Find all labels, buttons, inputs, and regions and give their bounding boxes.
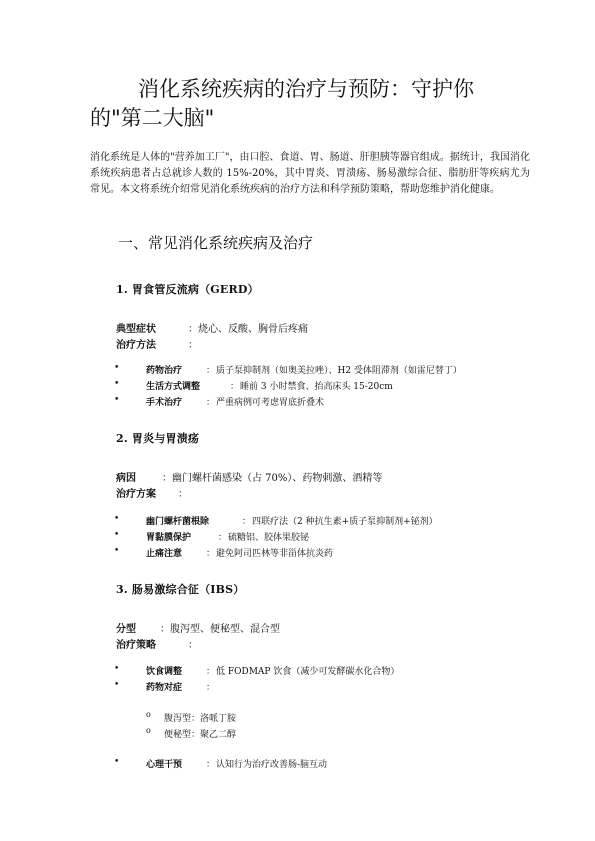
colon: ： [188, 640, 198, 651]
bullet-icon: • [114, 530, 120, 540]
strategy-label: 治疗策略 [116, 640, 156, 651]
symptom-label: 典型症状 [116, 324, 156, 335]
bullet-icon: • [114, 757, 120, 767]
colon: ： [218, 533, 228, 543]
colon: ： [160, 624, 170, 635]
gastritis-cause-row [116, 469, 382, 484]
sub-item-value: 便秘型：聚乙二醇 [164, 730, 237, 740]
colon: ： [206, 667, 216, 677]
item-value: 睡前 3 小时禁食、抬高床头 15-20cm [240, 382, 393, 392]
item-label: 幽门螺杆菌根除 [146, 517, 210, 527]
type-label: 分型 [116, 624, 136, 635]
ibs-strategy-row [116, 636, 198, 651]
item-label: 饮食调整 [146, 667, 183, 677]
colon: ： [206, 549, 216, 559]
item-label: 心理干预 [146, 760, 183, 770]
item-value: 硫糖铝、胶体果胶铋 [228, 533, 310, 543]
bullet-icon: • [114, 379, 120, 389]
treatment-label: 治疗方法 [116, 340, 156, 351]
symptom-value: 烧心、反酸、胸骨后疼痛 [198, 324, 308, 335]
subheading-gerd: 1. 胃食管反流病（GERD） [116, 283, 259, 296]
colon: ： [178, 489, 188, 500]
bullet-icon: • [114, 395, 120, 405]
colon: ： [242, 517, 252, 527]
bullet-icon: • [114, 680, 120, 690]
gerd-treatment-row [116, 336, 198, 351]
item-label: 药物对症 [146, 683, 183, 693]
subheading-ibs: 3. 肠易激综合征（IBS） [116, 583, 245, 596]
bullet-icon: • [114, 514, 120, 524]
plan-label: 治疗方案 [116, 489, 156, 500]
sub-item-value: 腹泻型：洛哌丁胺 [164, 714, 237, 724]
subheading-gastritis: 2. 胃炎与胃溃疡 [116, 432, 200, 445]
colon: ： [206, 398, 216, 408]
item-label: 止痛注意 [146, 549, 183, 559]
item-label: 胃黏膜保护 [146, 533, 192, 543]
page-title: 消化系统疾病的治疗与预防：守护你的"第二大脑" [90, 77, 474, 130]
bullet-icon: • [114, 546, 120, 556]
bullet-icon: • [114, 363, 120, 373]
item-value: 四联疗法（2 种抗生素+质子泵抑制剂+铋剂） [252, 517, 438, 527]
item-label: 生活方式调整 [146, 382, 201, 392]
item-label: 药物治疗 [146, 366, 183, 376]
item-value: 避免阿司匹林等非甾体抗炎药 [216, 549, 334, 559]
circle-bullet-icon: o [146, 726, 151, 735]
intro-paragraph: 消化系统是人体的"营养加工厂"，由口腔、食道、胃、肠道、肝胆胰等器官组成。据统计，我国消化系统疾病患者占总就诊人数的 15%-20%，其中胃炎、胃溃疡、肠易激综合征、脂肪肝等疾病尤为常见。本文将系统介绍常见消化系统疾病的治疗方法和科学预防策略，帮助您维护消化健康。 [90, 152, 530, 195]
item-value: 质子泵抑制剂（如奥美拉唑）、H2 受体阻滞剂（如雷尼替丁） [216, 366, 462, 376]
item-value: 认知行为治疗改善肠-脑互动 [216, 760, 328, 770]
bullet-icon: • [114, 664, 120, 674]
colon: ： [162, 473, 172, 484]
section-heading-common-diseases: 一、常见消化系统疾病及治疗 [118, 234, 314, 252]
colon: ： [206, 366, 216, 376]
colon: ： [188, 340, 198, 351]
circle-bullet-icon: o [146, 710, 151, 719]
ibs-type-row [116, 620, 280, 635]
cause-label: 病因 [116, 473, 136, 484]
item-value: 严重病例可考虑胃底折叠术 [216, 398, 325, 408]
colon: ： [230, 382, 240, 392]
type-value: 腹泻型、便秘型、混合型 [170, 624, 280, 635]
gastritis-plan-row [116, 485, 188, 500]
colon: ： [206, 683, 216, 693]
item-label: 手术治疗 [146, 398, 183, 408]
cause-value: 幽门螺杆菌感染（占 70%）、药物刺激、酒精等 [172, 473, 383, 484]
colon: ： [206, 760, 216, 770]
gerd-symptoms-row [116, 320, 308, 335]
colon: ： [188, 324, 198, 335]
item-value: 低 FODMAP 饮食（减少可发酵碳水化合物） [216, 667, 400, 677]
